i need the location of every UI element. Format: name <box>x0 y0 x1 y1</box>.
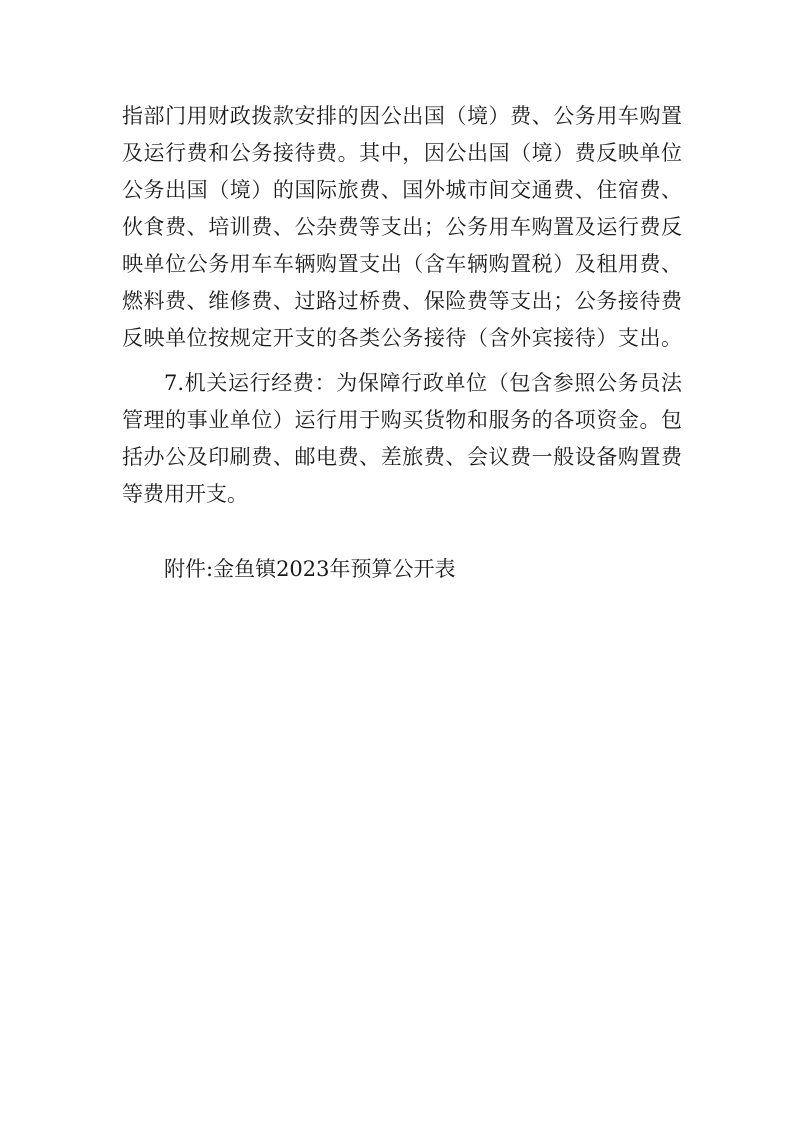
paragraph-2-line-4: 等费用开支。 <box>122 482 248 506</box>
paragraph-1-line-5: 映单位公务用车车辆购置支出（含车辆购置税）及租用费、 <box>122 252 682 276</box>
paragraph-2-line-2: 管理的事业单位）运行用于购买货物和服务的各项资金。包 <box>122 408 682 432</box>
paragraph-1-line-4: 伙食费、培训费、公杂费等支出；公务用车购置及运行费反 <box>122 215 682 239</box>
paragraph-1-line-7: 反映单位按规定开支的各类公务接待（含外宾接待）支出。 <box>122 326 682 350</box>
paragraph-1-line-1: 指部门用财政拨款安排的因公出国（境）费、公务用车购置 <box>122 104 682 128</box>
paragraph-1-line-3: 公务出国（境）的国际旅费、国外城市间交通费、住宿费、 <box>122 178 682 202</box>
paragraph-1-line-6: 燃料费、维修费、过路过桥费、保险费等支出；公务接待费 <box>122 289 682 313</box>
paragraph-2-line-1: 7.机关运行经费：为保障行政单位（包含参照公务员法 <box>164 371 682 395</box>
attachment-note: 附件:金鱼镇2023年预算公开表 <box>164 557 456 581</box>
paragraph-2-line-3: 括办公及印刷费、邮电费、差旅费、会议费一般设备购置费 <box>122 445 682 469</box>
paragraph-1-line-2: 及运行费和公务接待费。其中，因公出国（境）费反映单位 <box>122 141 682 165</box>
